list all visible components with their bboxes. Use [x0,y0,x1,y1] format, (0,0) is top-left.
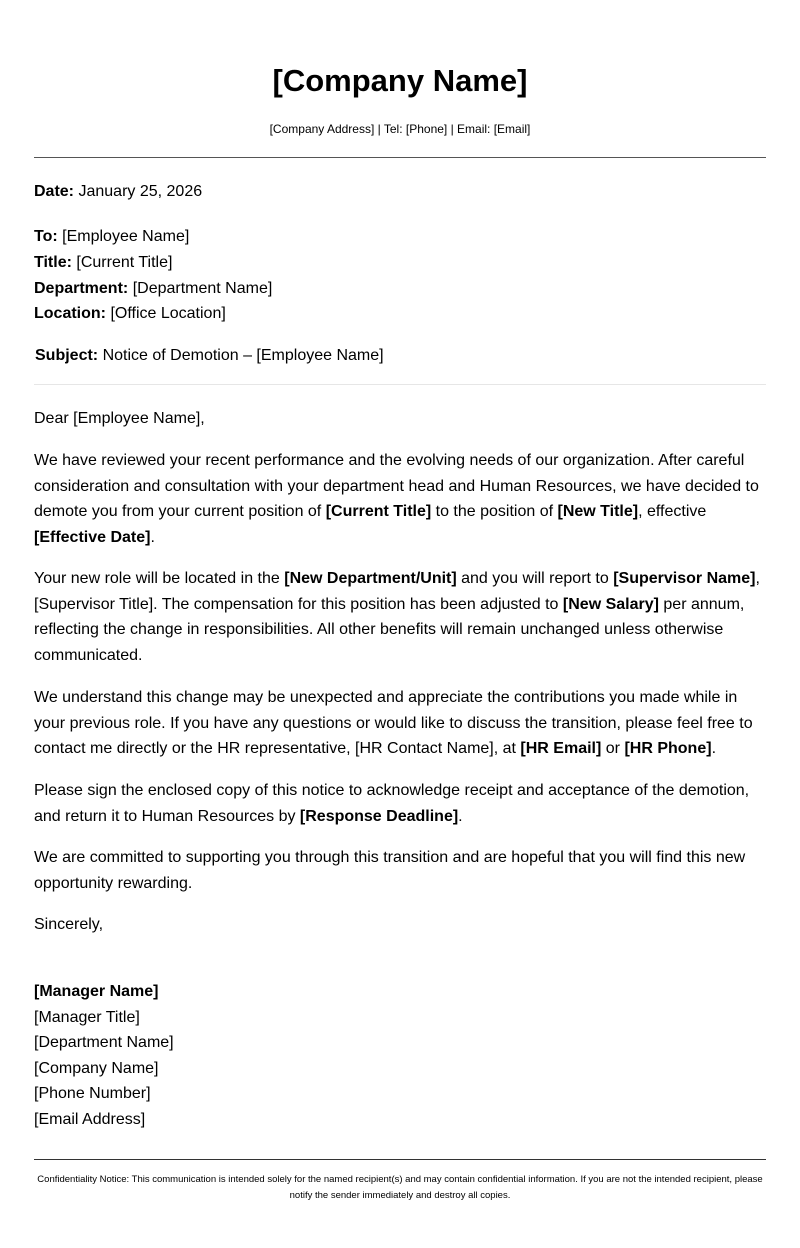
company-name-heading: [Company Name] [272,63,528,98]
paragraph-4-text: . [458,807,463,825]
paragraph-3-text: . [711,740,717,757]
title-line [34,252,172,274]
paragraph-3-text: We understand this change may be unexpected and appreciate the contributions you made while in your previous role. If you have any questions or would like to discuss the transition, please feel free to contact me directly or the HR representative, [HR Contact Name], at [34,689,753,757]
signature-phone: [Phone Number] [34,1085,151,1103]
paragraph-3-text: or [601,740,625,757]
location-value: [Office Location] [110,305,226,322]
location-line [34,303,226,325]
paragraph-2 [34,566,766,668]
paragraph-1-text: We have reviewed your recent performance and the evolving needs of our organization. After careful consideration and consultation with your department head and Human Resources, we have decided to demote you from your current position of [34,452,759,520]
new-department-placeholder: [New Department/Unit] [284,570,457,587]
paragraph-2-text: per annum, reflecting the change in responsibilities. All other benefits will remain unchanged unless otherwise communicated. [34,595,745,664]
title-label: Title: [34,254,72,271]
signature-title: [Manager Title] [34,1008,140,1026]
to-line [34,226,189,248]
hr-phone-placeholder: [HR Phone] [624,740,712,757]
paragraph-3 [34,685,766,762]
signature-department: [Department Name] [34,1034,174,1052]
salutation: Dear [Employee Name], [34,410,205,427]
to-value: [Employee Name] [62,228,190,245]
header-divider [34,157,766,158]
confidentiality-notice: Confidentiality Notice: This communication is intended solely for the named recipient(s) and may contain confidential information. If you are not the intended recipient, please notify the sender immediately and destroy all copies. [37,1174,763,1201]
effective-date-placeholder: [Effective Date] [34,528,151,546]
department-label: Department: [34,280,129,297]
date-line [34,181,202,203]
paragraph-2-text: , [Supervisor Title]. The compensation for this position has been adjusted to [34,570,760,613]
company-contact-line: [Company Address] | Tel: [Phone] | Email: [Email] [269,122,531,136]
location-label: Location: [34,305,106,322]
subject-line [35,345,384,367]
paragraph-4 [34,778,766,829]
closing: Sincerely, [34,916,104,933]
paragraph-2-text: and you will report to [456,570,614,587]
paragraph-1-text: . [150,528,155,546]
date-value: January 25, 2026 [78,183,203,200]
response-deadline-placeholder: [Response Deadline] [299,807,459,825]
department-line [34,278,272,300]
subject-value: Notice of Demotion – [Employee Name] [102,347,384,364]
new-salary-placeholder: [New Salary] [562,595,659,613]
paragraph-5: We are committed to supporting you through this transition and are hopeful that you will find this new opportunity rewarding. [34,849,746,892]
signature-block [34,979,174,1133]
paragraph-1 [34,448,766,550]
new-title-placeholder: [New Title] [557,503,639,520]
subject-divider [34,384,766,385]
paragraph-2-text: Your new role will be located in the [34,570,285,587]
department-value: [Department Name] [132,280,273,297]
signature-company: [Company Name] [34,1059,159,1077]
paragraph-4-text: Please sign the enclosed copy of this notice to acknowledge receipt and acceptance of the demotion, and return it to Human Resources by [34,782,750,825]
date-label: Date: [34,183,75,200]
supervisor-name-placeholder: [Supervisor Name] [613,570,756,587]
title-value: [Current Title] [76,254,173,271]
footer-divider [34,1159,766,1160]
to-label: To: [34,228,58,245]
paragraph-1-text: , effective [638,503,707,520]
signature-email: [Email Address] [34,1110,146,1128]
subject-label: Subject: [35,347,99,364]
current-title-placeholder: [Current Title] [325,503,432,520]
paragraph-1-text: to the position of [431,503,558,520]
signature-name: [Manager Name] [34,983,159,1000]
hr-email-placeholder: [HR Email] [520,740,602,757]
